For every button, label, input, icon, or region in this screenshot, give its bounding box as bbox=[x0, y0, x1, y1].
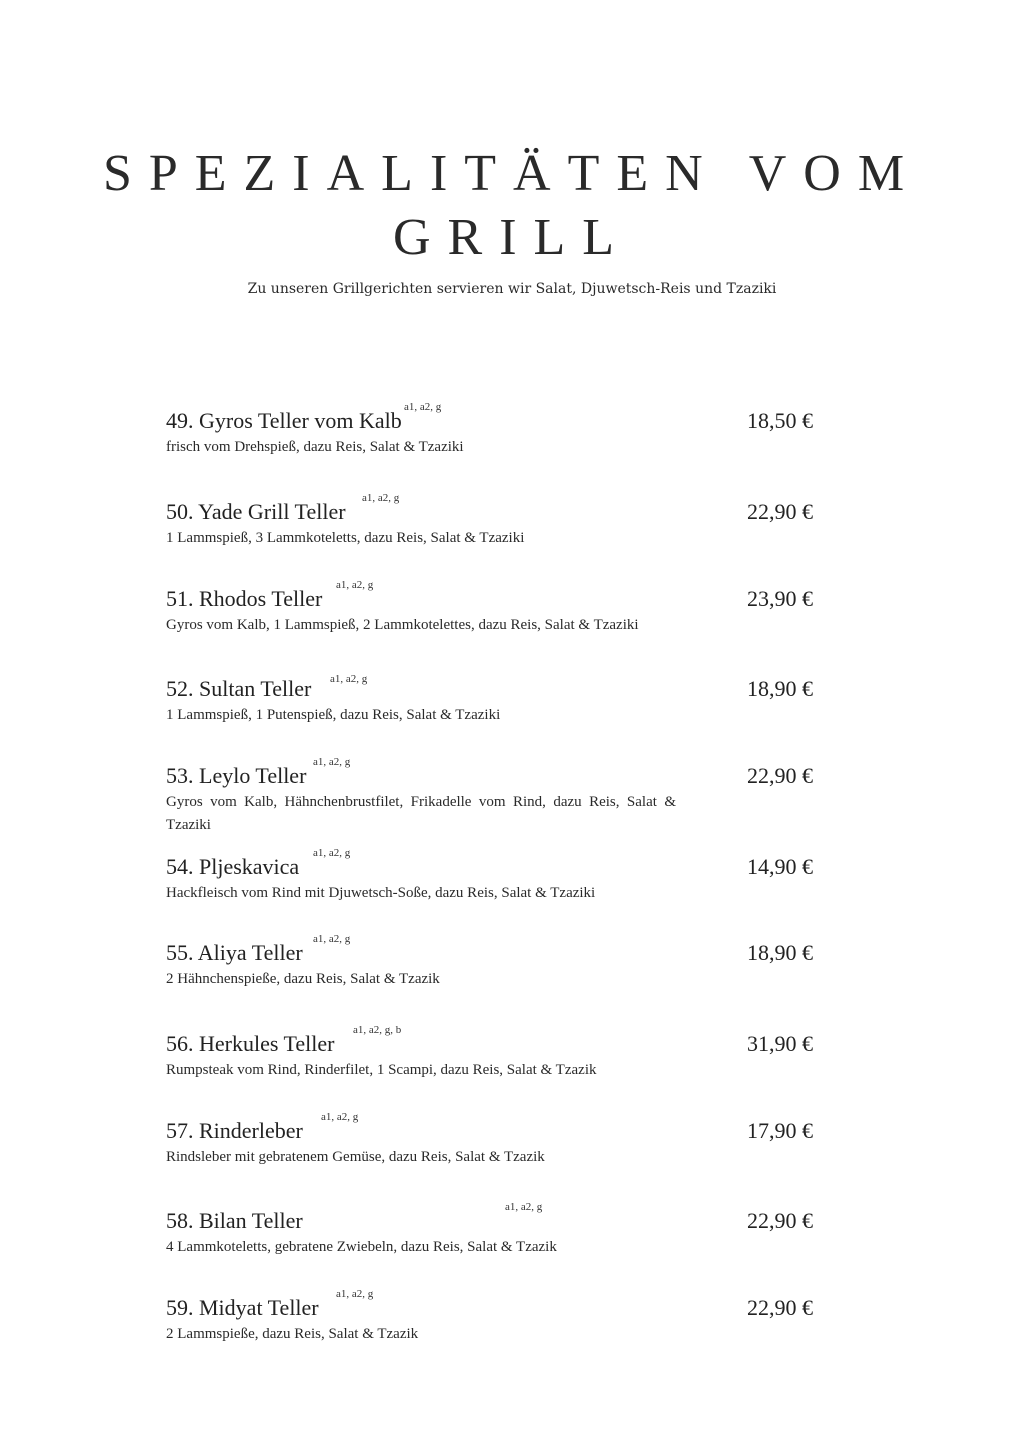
menu-item-allergens: a1, a2, g, b bbox=[353, 1024, 402, 1036]
menu-item-name: 50. Yade Grill Teller bbox=[166, 499, 346, 524]
menu-item-description: Rindsleber mit gebratenem Gemüse, dazu Reis, Salat & Tzazik bbox=[166, 1149, 545, 1165]
menu-item-price: 18,50 € bbox=[747, 408, 813, 433]
menu-item-allergens: a1, a2, g bbox=[404, 401, 442, 413]
menu-item-allergens: a1, a2, g bbox=[505, 1201, 543, 1213]
menu-item-allergens: a1, a2, g bbox=[313, 933, 351, 945]
menu-item-allergens: a1, a2, g bbox=[336, 1288, 374, 1300]
page-subtitle: Zu unseren Grillgerichten servieren wir Salat, Djuwetsch-Reis und Tzaziki bbox=[247, 281, 777, 297]
menu-item-price: 22,90 € bbox=[747, 1208, 813, 1233]
page-title-line-1: SPEZIALITÄTEN VOM bbox=[102, 145, 922, 202]
menu-item-description: Gyros vom Kalb, 1 Lammspieß, 2 Lammkotelettes, dazu Reis, Salat & Tzaziki bbox=[166, 617, 639, 633]
menu-item-name: 51. Rhodos Teller bbox=[166, 586, 323, 611]
menu-item-description: Hackfleisch vom Rind mit Djuwetsch-Soße, dazu Reis, Salat & Tzaziki bbox=[166, 885, 596, 901]
menu-item-description: 4 Lammkoteletts, gebratene Zwiebeln, dazu Reis, Salat & Tzazik bbox=[166, 1239, 557, 1255]
menu-item-price: 18,90 € bbox=[747, 940, 813, 965]
page-title bbox=[0, 142, 1024, 270]
menu-item-name: 49. Gyros Teller vom Kalb bbox=[166, 408, 402, 433]
menu-item-description: 2 Hähnchenspieße, dazu Reis, Salat & Tzazik bbox=[166, 971, 440, 987]
menu-item-price: 17,90 € bbox=[747, 1118, 813, 1143]
menu-item-price: 18,90 € bbox=[747, 676, 813, 701]
menu-item-description: 1 Lammspieß, 3 Lammkoteletts, dazu Reis, Salat & Tzaziki bbox=[166, 530, 525, 546]
menu-item-price: 31,90 € bbox=[747, 1031, 813, 1056]
menu-item-price: 22,90 € bbox=[747, 763, 813, 788]
menu-item-name: 59. Midyat Teller bbox=[166, 1295, 319, 1320]
menu-item-allergens: a1, a2, g bbox=[313, 847, 351, 859]
menu-item-description: Rumpsteak vom Rind, Rinderfilet, 1 Scampi, dazu Reis, Salat & Tzazik bbox=[166, 1062, 597, 1078]
menu-item-description: frisch vom Drehspieß, dazu Reis, Salat & Tzaziki bbox=[166, 439, 464, 455]
menu-item-price: 14,90 € bbox=[747, 854, 813, 879]
menu-item-allergens: a1, a2, g bbox=[336, 579, 374, 591]
menu-item-allergens: a1, a2, g bbox=[321, 1111, 359, 1123]
menu-item-price: 22,90 € bbox=[747, 1295, 813, 1320]
menu-item-name: 55. Aliya Teller bbox=[166, 940, 303, 965]
menu-item-name: 54. Pljeskavica bbox=[166, 854, 300, 879]
menu-item-name: 52. Sultan Teller bbox=[166, 676, 312, 701]
menu-item-price: 22,90 € bbox=[747, 499, 813, 524]
menu-item-name: 58. Bilan Teller bbox=[166, 1208, 303, 1233]
menu-item-name: 53. Leylo Teller bbox=[166, 763, 307, 788]
menu-item-allergens: a1, a2, g bbox=[330, 673, 368, 685]
menu-item-description: Gyros vom Kalb, Hähnchenbrustfilet, Frikadelle vom Rind, dazu Reis, Salat & Tzaziki bbox=[166, 794, 676, 833]
page-title-line-2: GRILL bbox=[392, 209, 632, 266]
menu-item-description: 1 Lammspieß, 1 Putenspieß, dazu Reis, Salat & Tzaziki bbox=[166, 707, 501, 723]
menu-item-description: 2 Lammspieße, dazu Reis, Salat & Tzazik bbox=[166, 1326, 419, 1342]
menu-item-allergens: a1, a2, g bbox=[313, 756, 351, 768]
menu-item-name: 57. Rinderleber bbox=[166, 1118, 303, 1143]
menu-item-allergens: a1, a2, g bbox=[362, 492, 400, 504]
menu-item-price: 23,90 € bbox=[747, 586, 813, 611]
menu-item-name: 56. Herkules Teller bbox=[166, 1031, 335, 1056]
